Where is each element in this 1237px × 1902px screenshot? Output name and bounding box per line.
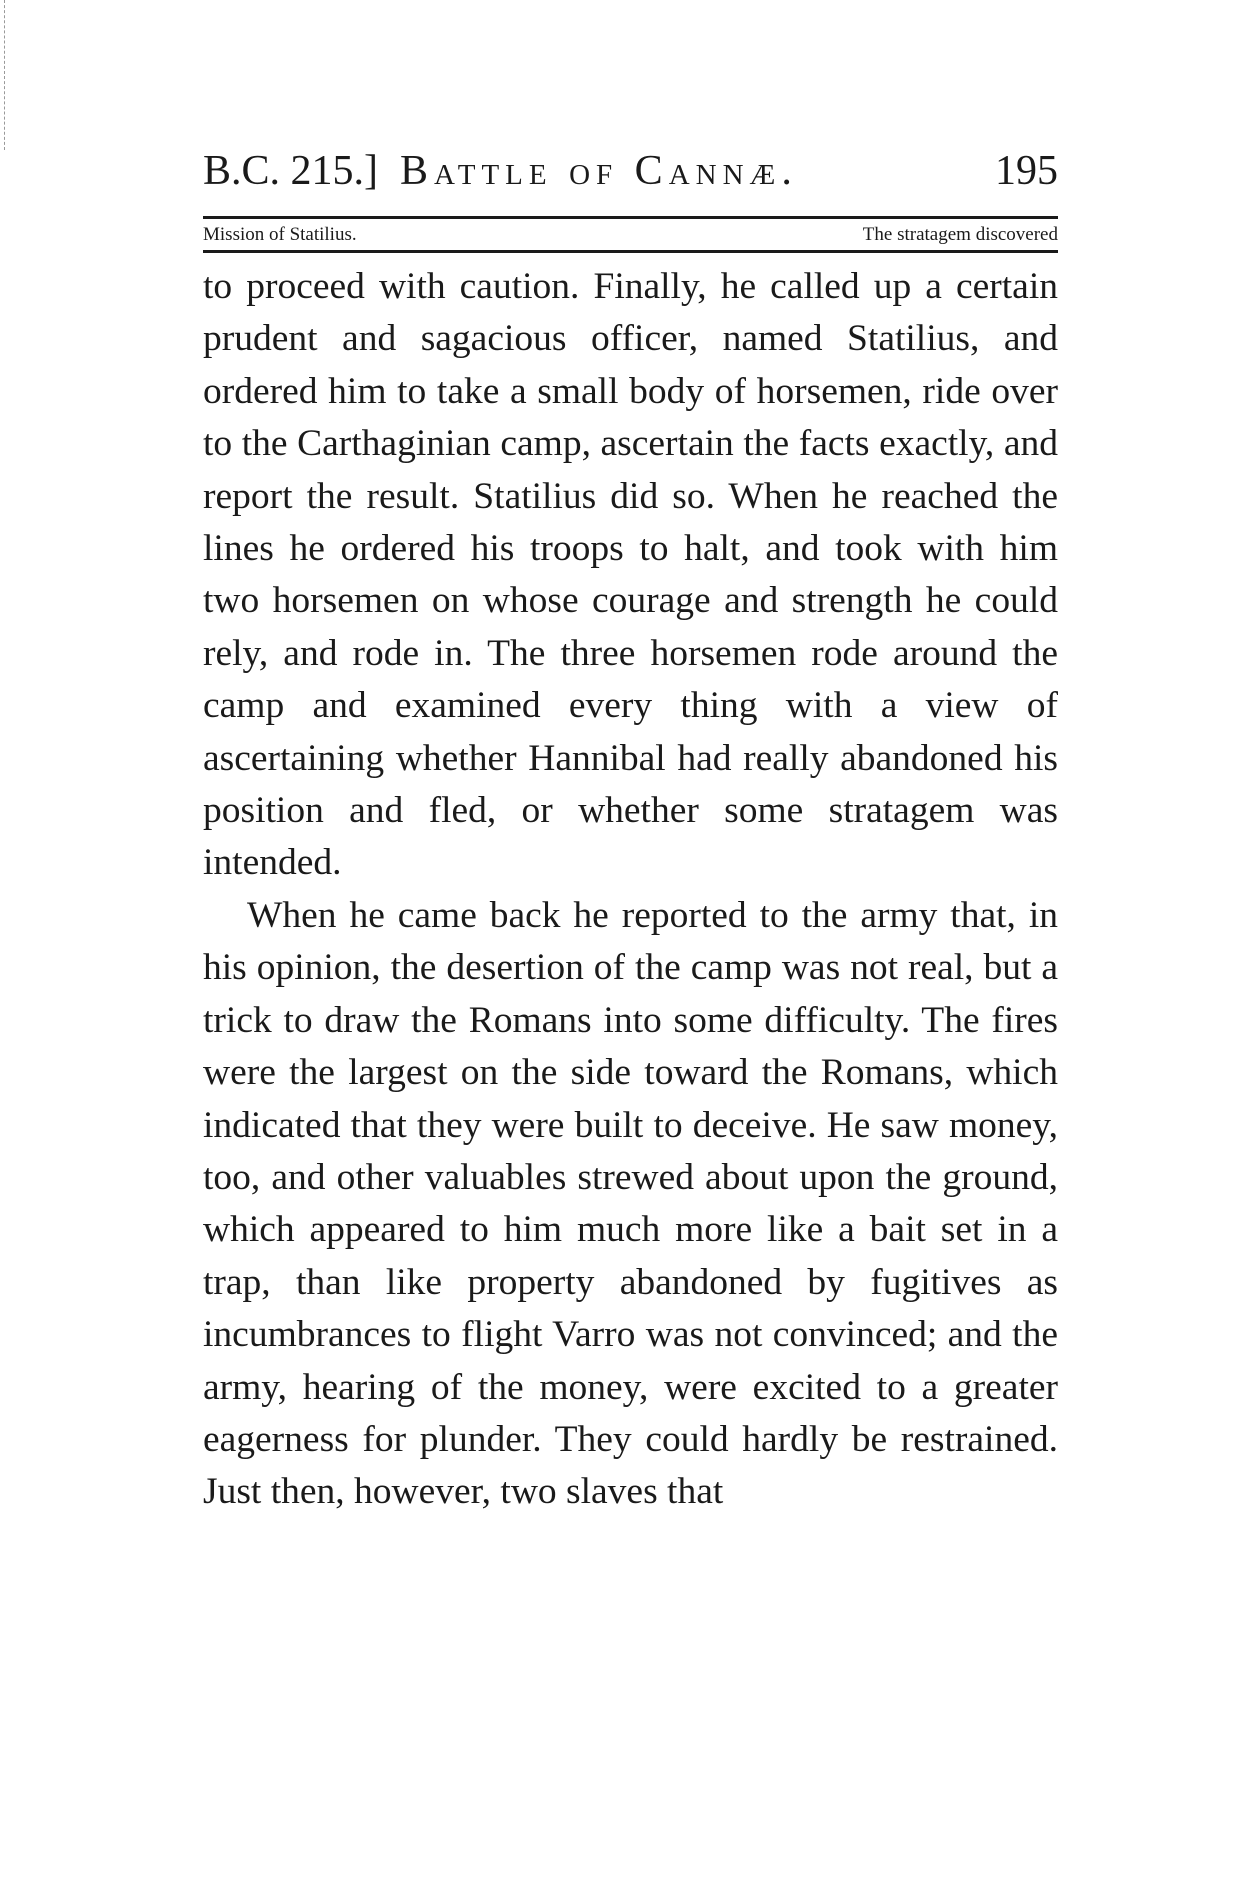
subheading — [203, 219, 1058, 250]
paragraph-2: When he came back he reported to the army that, in his opinion, the desertion of the camp was not real, but a trick to draw the Romans into some difficulty. The fires were the largest on the side toward the Romans, which indicated that they were built to deceive. He saw money, too, and other valuables strewed about upon the ground, which appeared to him much more like a bait set in a trap, than like property abandoned by fugitives as incumbrances to flight Varro was not convinced; and the army, hearing of the money, were excited to a greater eagerness for plunder. They could hardly be restrained. Just then, however, two slaves that — [203, 894, 1058, 1513]
body-text — [203, 261, 1058, 1519]
paragraph-1: to proceed with caution. Finally, he called up a certain prudent and sagacious officer, named Statilius, and ordered him to take a small body of horsemen, ride over to the Carthaginian camp, ascertain the facts exactly, and report the result. Statilius did so. When he reached the lines he ordered his troops to halt, and took with him two horsemen on whose courage and strength he could rely, and rode in. The three horsemen rode around the camp and examined every thing with a view of ascertaining whether Hannibal had really abandoned his position and fled, or whether some stratagem was intended. — [203, 266, 1058, 884]
running-head-title: Battle of Cannæ. — [400, 148, 798, 194]
running-head-date: B.C. 215.] — [203, 148, 379, 194]
margin-scan-marks — [4, 0, 9, 150]
subheading-left: Mission of Statilius. — [203, 224, 357, 245]
running-head — [203, 150, 1058, 202]
book-page — [203, 150, 1058, 1519]
header-rule-bottom — [203, 250, 1058, 253]
page-number: 195 — [995, 148, 1058, 194]
running-head-left-group — [203, 150, 798, 192]
subheading-right: The stratagem discovered — [862, 224, 1058, 245]
